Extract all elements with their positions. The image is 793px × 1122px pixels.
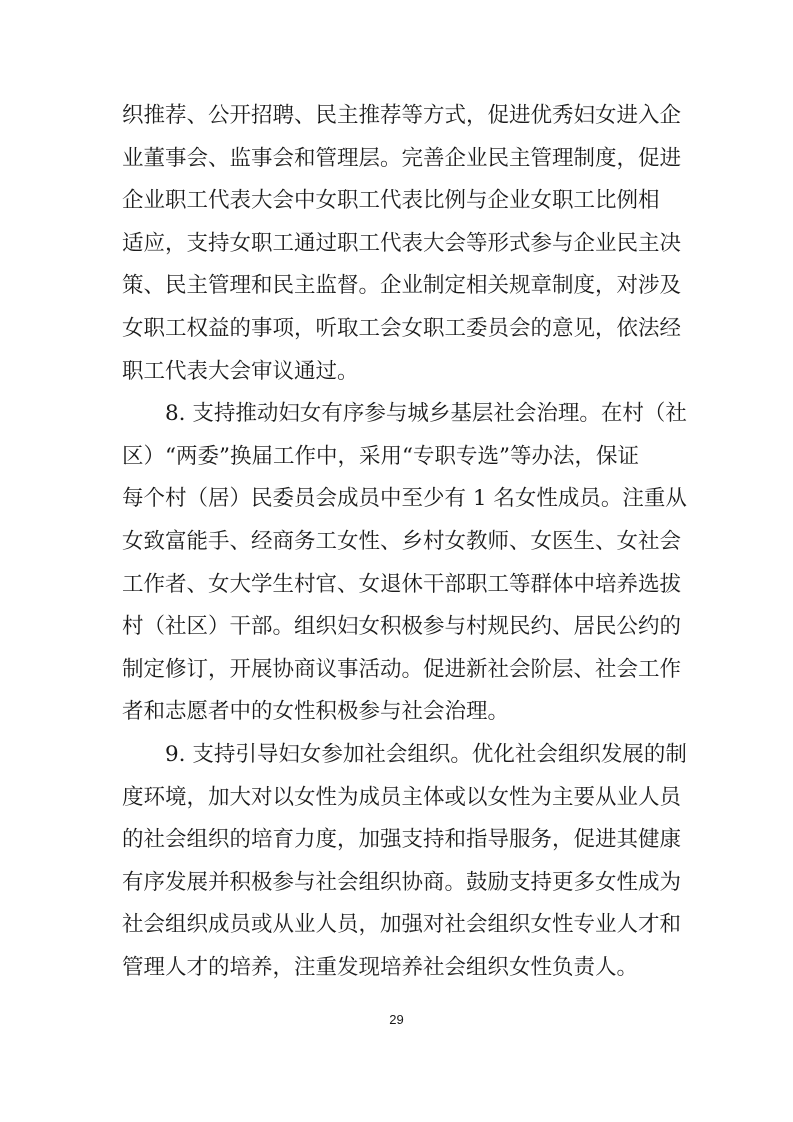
text-line: 每个村（居）民委员会成员中至少有 1 名女性成员。注重从: [122, 486, 687, 511]
paragraph-9-first-line: 9. 支持引导妇女参加社会组织。优化社会组织发展的制: [122, 742, 687, 767]
text-line: 职工代表大会审议通过。: [122, 359, 359, 384]
text-line: 制定修订，开展协商议事活动。促进新社会阶层、社会工作: [122, 657, 682, 682]
text-line: 女职工权益的事项，听取工会女职工委员会的意见，依法经: [122, 316, 682, 341]
text-line: 有序发展并积极参与社会组织协商。鼓励支持更多女性成为: [122, 870, 682, 895]
text-line: 管理人才的培养，注重发现培养社会组织女性负责人。: [122, 955, 639, 980]
text-line: 工作者、女大学生村官、女退休干部职工等群体中培养选拔: [122, 572, 682, 597]
text-line: 者和志愿者中的女性积极参与社会治理。: [122, 699, 510, 724]
text-line: 适应，支持女职工通过职工代表大会等形式参与企业民主决: [122, 231, 682, 256]
text-line: 度环境，加大对以女性为成员主体或以女性为主要从业人员: [122, 785, 682, 810]
text-line: 业董事会、监事会和管理层。完善企业民主管理制度，促进: [122, 146, 682, 171]
text-line: 的社会组织的培育力度，加强支持和指导服务，促进其健康: [122, 827, 682, 852]
text-line: 策、民主管理和民主监督。企业制定相关规章制度，对涉及: [122, 273, 682, 298]
text-line: 企业职工代表大会中女职工代表比例与企业女职工比例相: [122, 188, 660, 213]
text-line: 区）“两委”换届工作中，采用“专职专选”等办法，保证: [122, 444, 639, 469]
text-line: 织推荐、公开招聘、民主推荐等方式，促进优秀妇女进入企: [122, 103, 682, 128]
paragraph-8-first-line: 8. 支持推动妇女有序参与城乡基层社会治理。在村（社: [122, 401, 687, 426]
text-line: 社会组织成员或从业人员，加强对社会组织女性专业人才和: [122, 912, 682, 937]
page-number: 29: [389, 1012, 404, 1027]
text-line: 村（社区）干部。组织妇女积极参与村规民约、居民公约的: [122, 614, 682, 639]
text-line: 女致富能手、经商务工女性、乡村女教师、女医生、女社会: [122, 529, 682, 554]
